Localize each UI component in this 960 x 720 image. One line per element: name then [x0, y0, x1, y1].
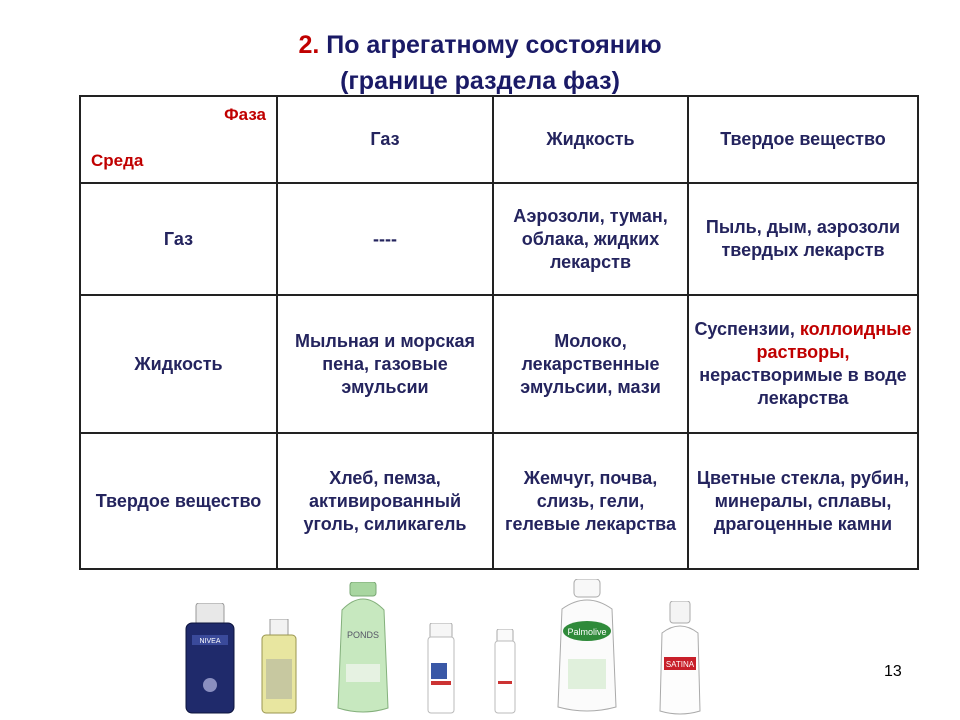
table-cell: Пыль, дым, аэрозоли твердых лекарств: [688, 183, 918, 295]
cell-text-colloids: коллоидные растворы,: [756, 319, 912, 362]
table-cell: Жемчуг, почва, слизь, гели, гелевые лекарства: [493, 433, 688, 569]
cell-text-insoluble: нерастворимые в воде лекарства: [699, 365, 907, 408]
table-corner-cell: [80, 96, 277, 183]
page-number: 13: [884, 663, 902, 680]
bottle-ponds-image: [332, 582, 394, 715]
row-header-liquid: Жидкость: [80, 295, 277, 433]
bottle-herbal-image: [260, 619, 298, 715]
corner-medium-label: Среда: [91, 151, 144, 170]
table-row: [80, 295, 918, 433]
bottle-nivea-image: [184, 603, 236, 715]
bottle-label-palmolive: Palmolive: [567, 627, 607, 637]
table-cell: Мыльная и морская пена, газовые эмульсии: [277, 295, 493, 433]
corner-phase-label: Фаза: [224, 105, 266, 124]
table-cell: Молоко, лекарственные эмульсии, мази: [493, 295, 688, 433]
table-cell: [688, 295, 918, 433]
slide-title-line1: [0, 27, 960, 63]
table-cell: Аэрозоли, туман, облака, жидких лекарств: [493, 183, 688, 295]
title-text: По агрегатному состоянию: [326, 31, 662, 59]
col-header-gas: Газ: [277, 96, 493, 183]
row-header-solid: Твердое вещество: [80, 433, 277, 569]
table-cell: Хлеб, пемза, активированный уголь, силикагель: [277, 433, 493, 569]
table-header-row: [80, 96, 918, 183]
title-number: 2.: [298, 31, 320, 59]
bottle-label-nivea: NIVEA: [199, 638, 221, 645]
slide-title-line2: (границе раздела фаз): [340, 67, 620, 95]
dispersion-systems-table: [79, 95, 919, 570]
bottle-satina-image: [656, 601, 704, 715]
col-header-solid: Твердое вещество: [688, 96, 918, 183]
bottle-palmolive-image: [554, 579, 620, 715]
table-cell: Цветные стекла, рубин, минералы, сплавы, драгоценные камни: [688, 433, 918, 569]
slide-title: [0, 27, 960, 99]
bottle-label-ponds: PONDS: [346, 630, 380, 640]
bottle-sebamed-image: [426, 623, 456, 715]
cell-text-suspensions: Суспензии,: [694, 319, 795, 339]
bottle-small-white-image: [494, 629, 516, 715]
col-header-liquid: Жидкость: [493, 96, 688, 183]
bottle-label-satina: SATINA: [665, 660, 695, 669]
table-cell: ----: [277, 183, 493, 295]
table-row: [80, 433, 918, 569]
cosmetic-bottles-image: [170, 580, 730, 715]
table-row: [80, 183, 918, 295]
row-header-gas: Газ: [80, 183, 277, 295]
